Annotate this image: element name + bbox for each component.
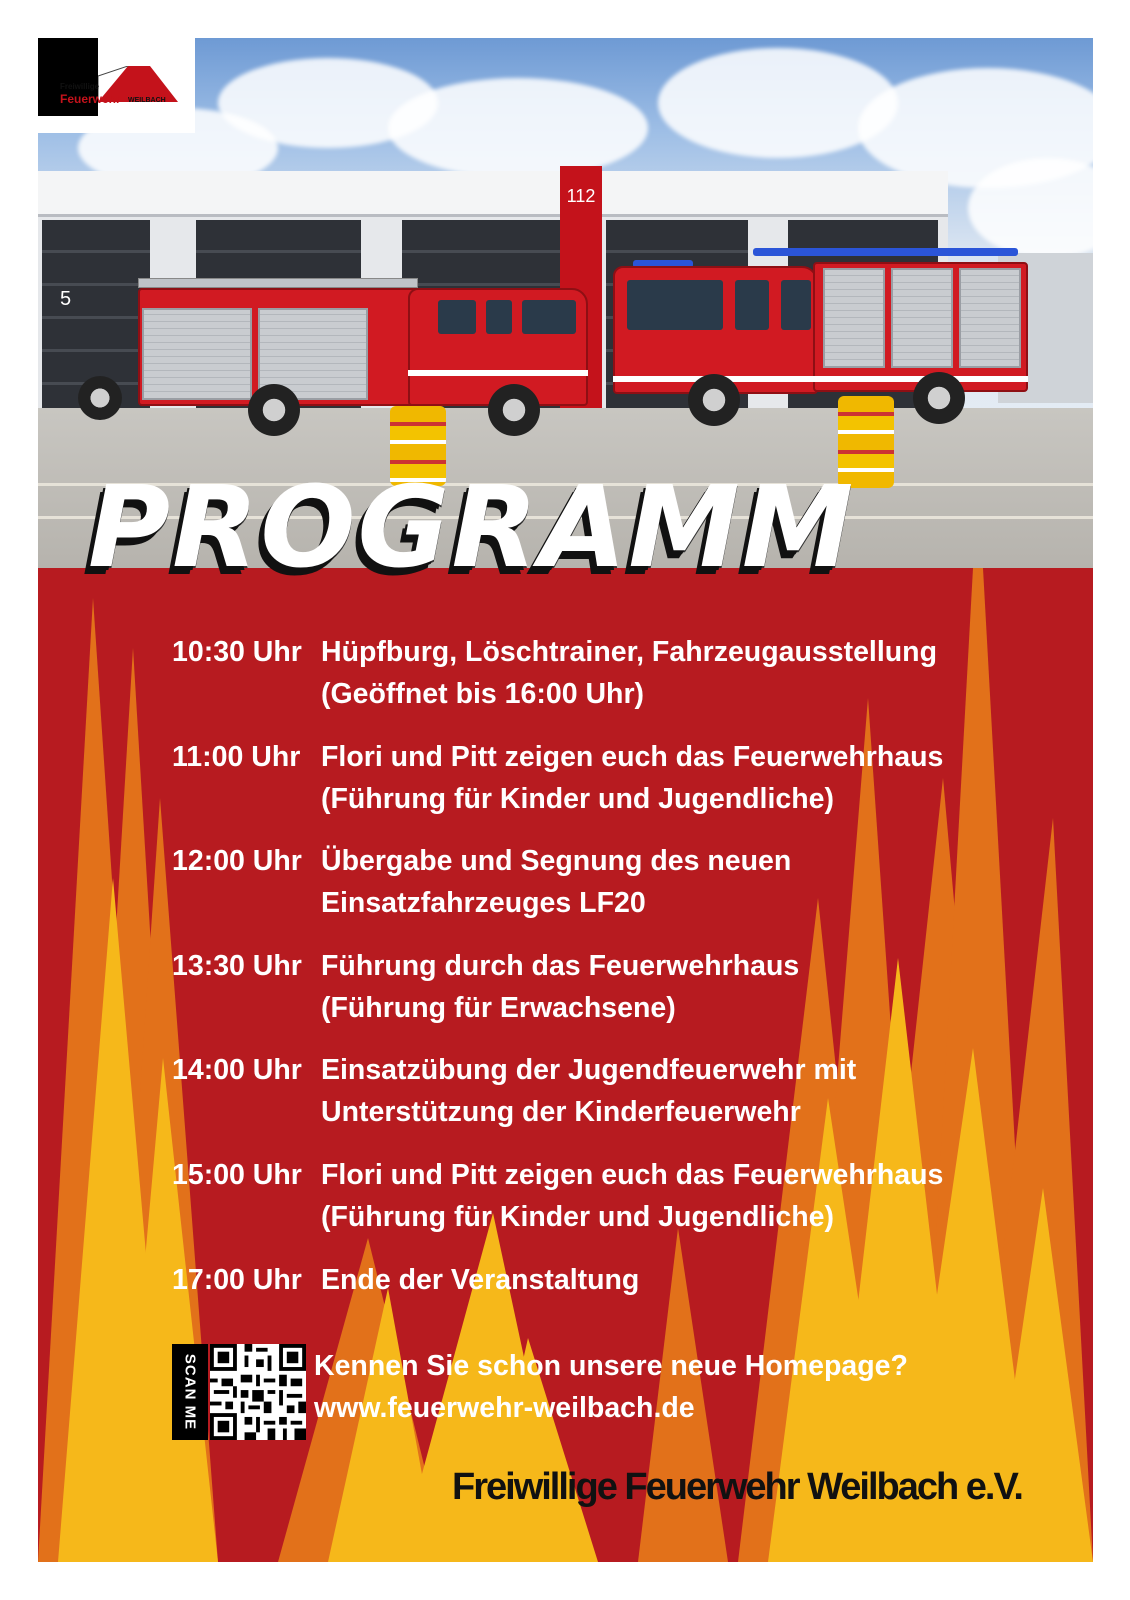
entry-line: Einsatzfahrzeuges LF20 xyxy=(321,887,646,920)
scan-me-label xyxy=(172,1344,208,1440)
entry-line: Hüpfburg, Löschtrainer, Fahrzeugausstellung xyxy=(321,636,937,668)
schedule-entry xyxy=(172,733,1052,838)
entry-line: Ende der Veranstaltung xyxy=(321,1263,640,1296)
poster-title: PROGRAMM xyxy=(88,463,856,593)
entry-line: (Geöffnet bis 16:00 Uhr) xyxy=(321,678,645,710)
schedule-entry xyxy=(172,628,1052,733)
entry-time: 10:30 Uhr xyxy=(172,636,302,668)
building-facade xyxy=(38,171,948,217)
schedule-entry xyxy=(172,942,1052,1047)
program-schedule xyxy=(172,628,1052,1360)
entry-time: 11:00 Uhr xyxy=(172,740,301,773)
logo-small-text: Freiwillige xyxy=(60,82,100,91)
entry-time: 13:30 Uhr xyxy=(172,949,302,982)
entry-line: Führung durch das Feuerwehrhaus xyxy=(321,949,800,982)
entry-line: Übergabe und Segnung des neuen xyxy=(321,845,792,878)
organization-name: Freiwillige Feuerwehr Weilbach e.V. xyxy=(452,1466,1022,1508)
fire-truck-left xyxy=(78,278,558,438)
qr-code-icon[interactable] xyxy=(210,1344,306,1440)
fire-department-logo xyxy=(38,38,195,133)
entry-line: Flori und Pitt zeigen euch das Feuerwehrhaus xyxy=(321,740,944,773)
schedule-entry xyxy=(172,837,1052,942)
entry-time: 15:00 Uhr xyxy=(172,1158,302,1191)
entry-time: 14:00 Uhr xyxy=(172,1054,302,1087)
logo-main-text: Feuerwehr xyxy=(60,92,121,106)
fire-truck-right xyxy=(613,248,1033,428)
entry-line: (Führung für Kinder und Jugendliche) xyxy=(321,782,834,815)
entry-line: Unterstützung der Kinderfeuerwehr xyxy=(321,1096,801,1129)
schedule-entry xyxy=(172,1046,1052,1151)
scan-me-text: SCAN ME xyxy=(181,1353,199,1431)
schedule-entry xyxy=(172,1151,1052,1256)
gate-number: 5 xyxy=(60,288,72,310)
entry-line: (Führung für Erwachsene) xyxy=(321,991,676,1024)
homepage-url[interactable]: www.feuerwehr-weilbach.de xyxy=(314,1392,695,1424)
pillar-number: 112 xyxy=(566,186,596,206)
entry-line: Flori und Pitt zeigen euch das Feuerwehrhaus xyxy=(321,1158,944,1191)
entry-time: 12:00 Uhr xyxy=(172,845,302,878)
entry-time: 17:00 Uhr xyxy=(172,1263,302,1296)
logo-place-text: WEILBACH xyxy=(128,97,166,104)
entry-line: (Führung für Kinder und Jugendliche) xyxy=(321,1200,834,1233)
entry-line: Einsatzübung der Jugendfeuerwehr mit xyxy=(321,1054,857,1087)
homepage-question: Kennen Sie schon unsere neue Homepage? xyxy=(314,1350,908,1382)
